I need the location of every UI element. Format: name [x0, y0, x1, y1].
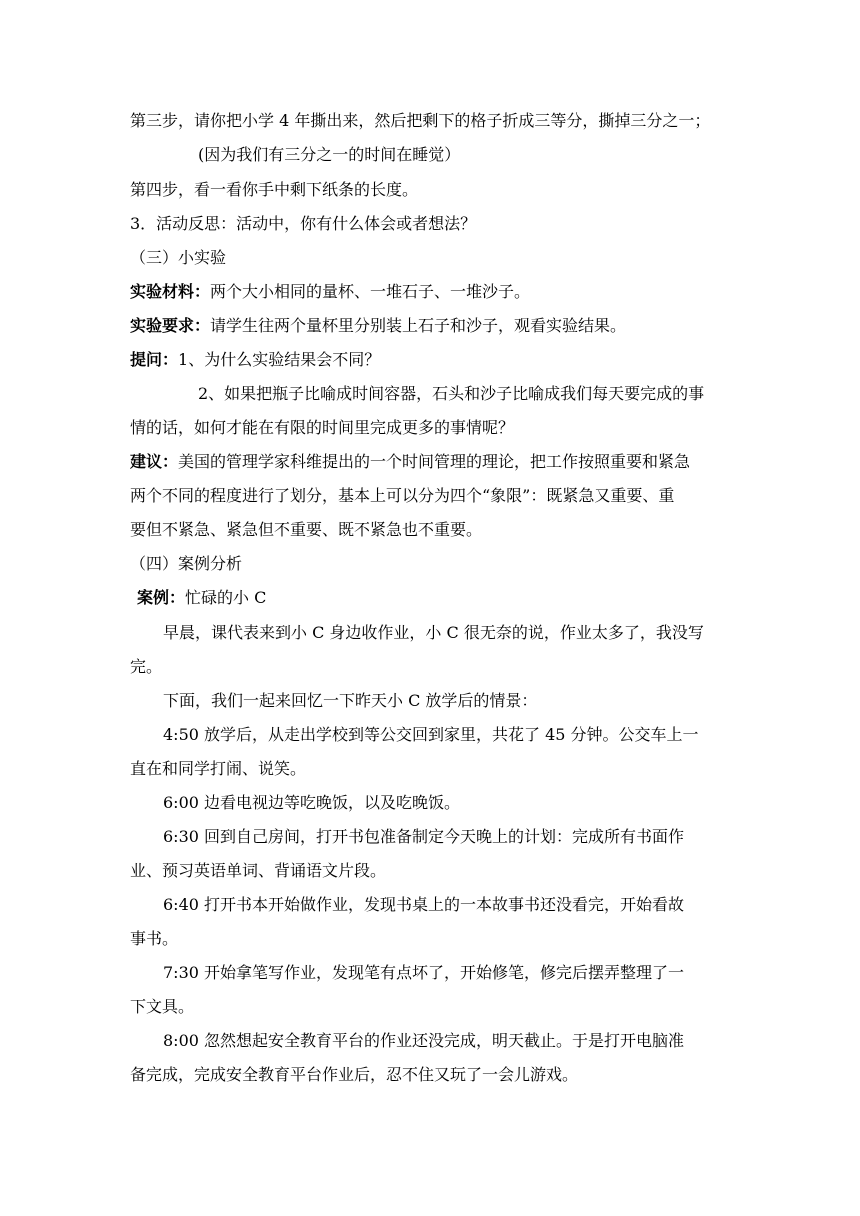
- question-line: [130, 350, 380, 370]
- materials-label: 实验材料：: [130, 282, 211, 301]
- timeline-640-cont: 事书。: [130, 929, 179, 948]
- timeline-800-cont: 备完成，完成安全教育平台作业后，忍不住又玩了一会儿游戏。: [130, 1065, 579, 1084]
- section-three-heading: （三）小实验: [130, 248, 227, 267]
- case-title: 忙碌的小 C: [185, 588, 267, 607]
- case-para-1: 早晨，课代表来到小 C 身边收作业，小 C 很无奈的说，作业太多了，我没写: [163, 623, 704, 642]
- case-line: [137, 588, 266, 608]
- question-two-line: 2、如果把瓶子比喻成时间容器，石头和沙子比喻成我们每天要完成的事: [198, 384, 705, 403]
- section-four-heading: （四）案例分析: [130, 554, 243, 573]
- case-para-2: 下面，我们一起来回忆一下昨天小 C 放学后的情景：: [163, 691, 538, 710]
- step-three-line: 第三步，请你把小学 4 年撕出来，然后把剩下的格子折成三等分，撕掉三分之一；: [130, 111, 711, 130]
- question-one-text: 1、为什么实验结果会不同？: [178, 350, 381, 369]
- timeline-730: 7:30 开始拿笔写作业，发现笔有点坏了，开始修笔，修完后摆弄整理了一: [163, 963, 685, 982]
- step-four-line: 第四步，看一看你手中剩下纸条的长度。: [130, 180, 419, 199]
- suggestion-cont-line-2: 要但不紧急、紧急但不重要、既不紧急也不重要。: [130, 520, 483, 539]
- suggestion-cont-line-1: 两个不同的程度进行了划分，基本上可以分为四个“象限”：既紧急又重要、重: [130, 486, 675, 505]
- timeline-630-cont: 业、预习英语单词、背诵语文片段。: [130, 861, 387, 880]
- materials-line: [130, 282, 530, 302]
- timeline-600: 6:00 边看电视边等吃晚饭，以及吃晚饭。: [163, 793, 461, 812]
- requirements-text: 请学生往两个量杯里分别装上石子和沙子，观看实验结果。: [210, 316, 627, 335]
- timeline-730-cont: 下文具。: [130, 997, 195, 1016]
- case-para-1-cont: 完。: [130, 657, 163, 676]
- question-label: 提问：: [130, 350, 179, 369]
- timeline-640: 6:40 打开书本开始做作业，发现书桌上的一本故事书还没看完，开始看故: [163, 895, 685, 914]
- timeline-800: 8:00 忽然想起安全教育平台的作业还没完成，明天截止。于是打开电脑准: [163, 1031, 685, 1050]
- suggestion-text: 美国的管理学家科维提出的一个时间管理的理论，把工作按照重要和紧急: [178, 452, 691, 471]
- materials-text: 两个大小相同的量杯、一堆石子、一堆沙子。: [210, 282, 531, 301]
- timeline-450-cont: 直在和同学打闹、说笑。: [130, 759, 307, 778]
- case-label: 案例：: [137, 588, 186, 607]
- timeline-630: 6:30 回到自己房间，打开书包准备制定今天晚上的计划：完成所有书面作: [163, 827, 685, 846]
- suggestion-label: 建议：: [130, 452, 179, 471]
- sleep-note-line: (因为我们有三分之一的时间在睡觉）: [198, 145, 461, 164]
- timeline-450: 4:50 放学后，从走出学校到等公交回到家里，共花了 45 分钟。公交车上一: [163, 725, 699, 744]
- requirements-line: [130, 316, 626, 336]
- activity-reflection-line: 3．活动反思：活动中，你有什么体会或者想法？: [130, 214, 477, 233]
- requirements-label: 实验要求：: [130, 316, 211, 335]
- suggestion-line: [130, 452, 690, 472]
- question-two-cont-line: 情的话，如何才能在有限的时间里完成更多的事情呢？: [130, 418, 515, 437]
